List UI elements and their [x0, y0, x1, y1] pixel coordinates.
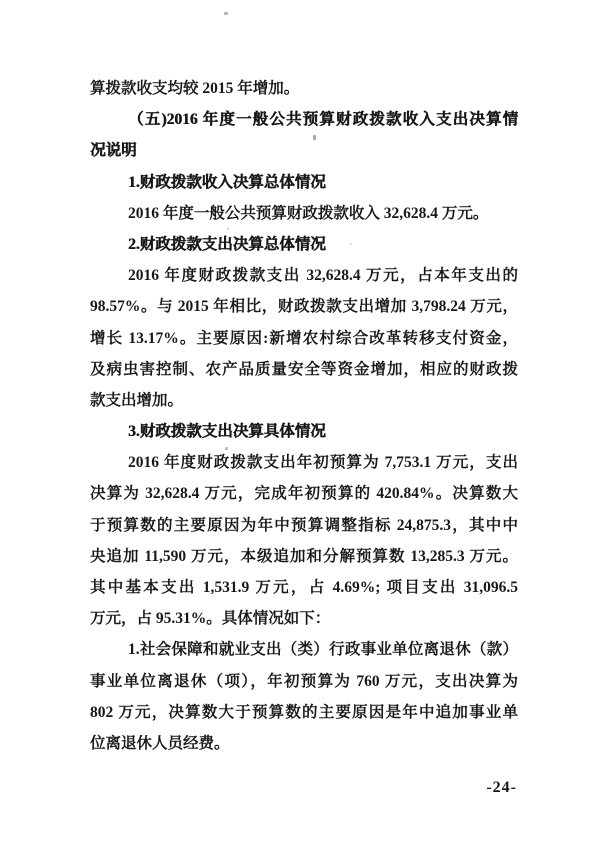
text-line: 802 万元，决算数大于预算数的主要原因是年中追加事业单 [90, 703, 518, 721]
page-number: -24- [486, 779, 517, 796]
text-line: 决算为 32,628.4 万元，完成年初预算的 420.84%。决算数大 [90, 485, 518, 503]
text-line: 增长 13.17%。主要原因:新增农村综合改革转移支付资金， [90, 329, 518, 347]
text-line: 及病虫害控制、农产品质量安全等资金增加，相应的财政拨 [90, 360, 518, 378]
text-line: 万元，占 95.31%。具体情况如下： [90, 610, 331, 628]
heading-line: 3.财政拨款支出决算具体情况 [128, 423, 326, 441]
text-line: 款支出增加。 [90, 391, 184, 409]
scan-speck [224, 12, 228, 15]
text-line: 于预算数的主要原因为年中预算调整指标 24,875.3，其中中 [90, 516, 518, 534]
text-line: 位离退休人员经费。 [90, 734, 230, 752]
heading-line: 况说明 [90, 142, 137, 160]
text-line: 2016 年度财政拨款支出 32,628.4 万元，占本年支出的 [128, 267, 518, 285]
text-line: 央追加 11,590 万元，本级追加和分解预算数 13,285.3 万元。 [90, 547, 518, 565]
text-line: 其中基本支出 1,531.9 万元，占 4.69%; 项目支出 31,096.5 [90, 579, 518, 596]
heading-line: 2.财政拨款支出决算总体情况 [128, 235, 326, 253]
text-block [90, 73, 518, 759]
text-line: 2016 年度一般公共预算财政拨款收入 32,628.4 万元。 [128, 204, 489, 222]
text-line: 1.社会保障和就业支出（类）行政事业单位离退休（款） [128, 641, 518, 659]
heading-line: （五)2016 年度一般公共预算财政拨款收入支出决算情 [128, 111, 518, 129]
heading-line: 1.财政拨款收入决算总体情况 [128, 173, 326, 191]
text-line: 98.57%。与 2015 年相比，财政拨款支出增加 3,798.24 万元， [90, 298, 518, 316]
text-line: 算拨款收支均较 2015 年增加。 [90, 80, 300, 97]
text-line: 2016 年度财政拨款支出年初预算为 7,753.1 万元，支出 [128, 454, 518, 472]
text-line: 事业单位离退休（项），年初预算为 760 万元，支出决算为 [90, 672, 518, 690]
